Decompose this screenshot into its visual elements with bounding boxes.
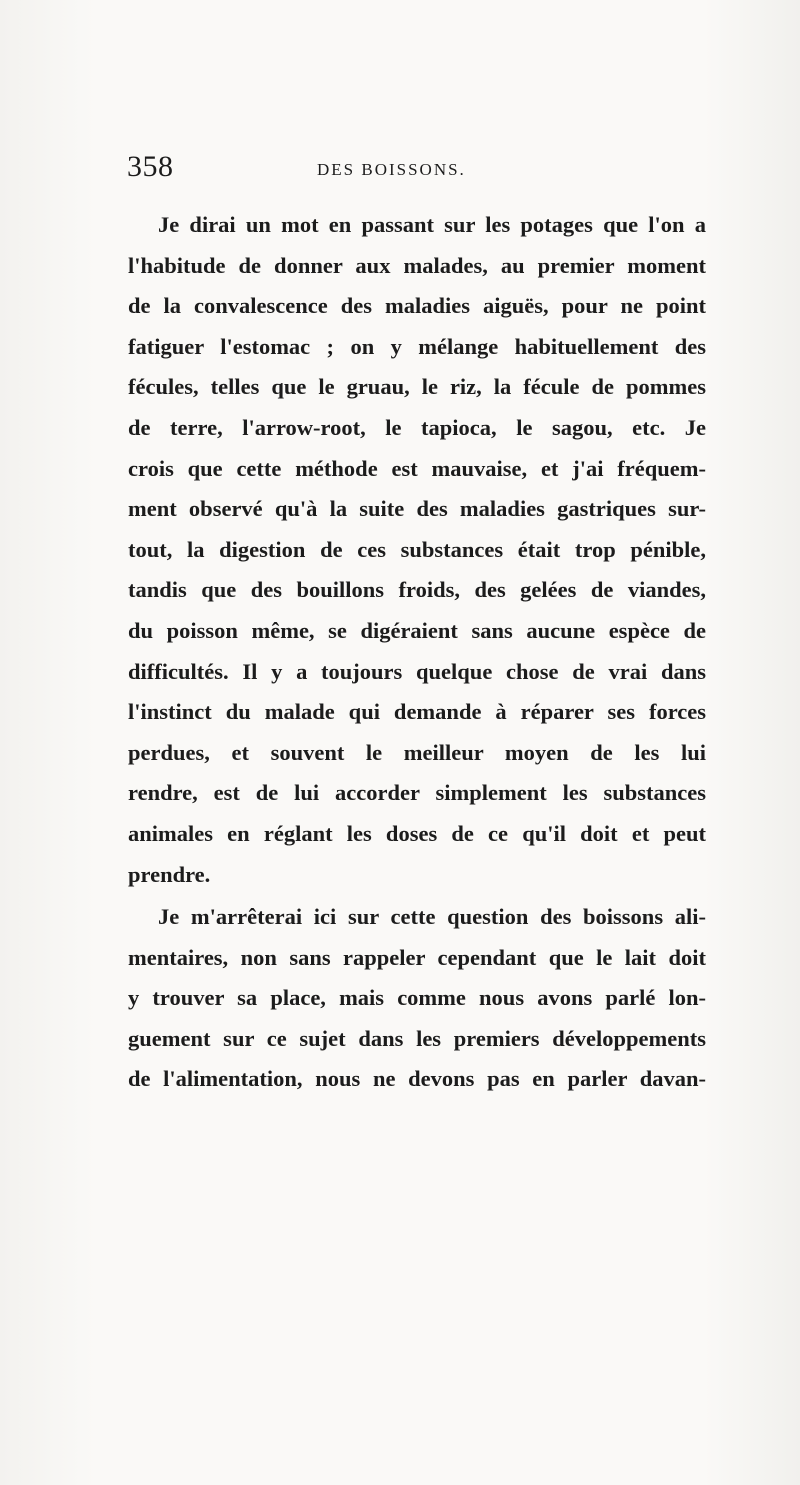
text-line: du poisson même, se digéraient sans aucune espèce de <box>128 617 706 643</box>
text-line: difficultés. Il y a toujours quelque chose de vrai dans <box>128 658 706 684</box>
text-line: fatiguer l'estomac ; on y mélange habituellement des <box>128 333 706 359</box>
text-line: tout, la digestion de ces substances était trop pénible, <box>128 536 706 562</box>
text-line: rendre, est de lui accorder simplement les substances <box>128 780 706 806</box>
text-line: guement sur ce sujet dans les premiers développements <box>128 1025 706 1051</box>
text-line: de l'alimentation, nous ne devons pas en parler davan- <box>128 1066 706 1092</box>
paragraph-2 <box>128 897 706 1100</box>
text-line: prendre. <box>128 861 211 887</box>
text-line: de terre, l'arrow-root, le tapioca, le sagou, etc. Je <box>128 414 706 440</box>
text-line: y trouver sa place, mais comme nous avons parlé lon- <box>128 985 706 1011</box>
text-line: mentaires, non sans rappeler cependant que le lait doit <box>128 944 706 970</box>
paragraph-1 <box>128 205 706 895</box>
body-text <box>128 205 706 1100</box>
page-number: 358 <box>127 150 174 183</box>
text-line: crois que cette méthode est mauvaise, et j'ai fréquem- <box>128 455 706 481</box>
text-line: ment observé qu'à la suite des maladies gastriques sur- <box>128 496 706 522</box>
text-line: tandis que des bouillons froids, des gelées de viandes, <box>128 577 706 603</box>
running-title: DES BOISSONS. <box>317 160 466 179</box>
text-line: Je dirai un mot en passant sur les potages que l'on a <box>158 212 706 237</box>
text-line: l'habitude de donner aux malades, au premier moment <box>128 252 706 278</box>
text-line: Je m'arrêterai ici sur cette question des boissons ali- <box>158 904 706 930</box>
text-line: animales en réglant les doses de ce qu'il doit et peut <box>128 820 706 846</box>
text-line: de la convalescence des maladies aiguës, pour ne point <box>128 293 706 319</box>
page-header <box>127 150 707 190</box>
text-line: fécules, telles que le gruau, le riz, la fécule de pommes <box>128 374 706 400</box>
text-line: perdues, et souvent le meilleur moyen de les lui <box>128 739 706 765</box>
text-line: l'instinct du malade qui demande à réparer ses forces <box>128 699 706 725</box>
